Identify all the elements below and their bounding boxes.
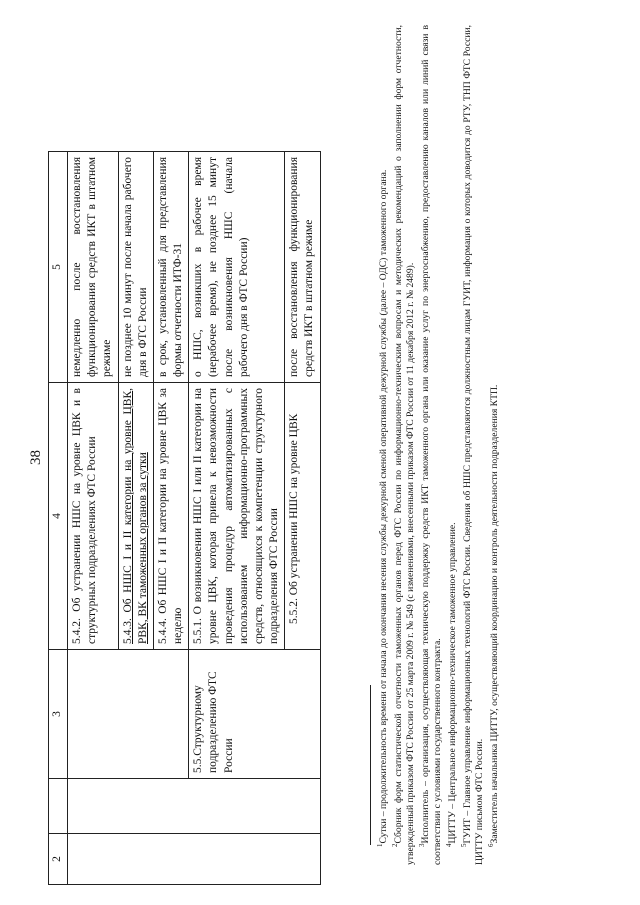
deadline-cell: о НШС, возникших в рабочее время (нерабочее время), не позднее 15 минут после возникновения НШС (начала рабочего дня в ФТС России) [189, 152, 285, 383]
footnote-separator [370, 685, 371, 845]
header-row [49, 152, 68, 885]
footnote: $^3$Исполнитель – организация, осуществляющая техническую поддержку средств ИКТ таможенного органа или оказание услуг по энергоснабжению, предоставлению каналов или линий связи в соответствии с условиями государственного контракта. [417, 25, 444, 865]
action-cell [118, 383, 153, 650]
action-cell: 5.4.4. Об НШС I и II категории на уровне ЦВК за неделю [153, 383, 188, 650]
deadline-cell: не позднее 10 минут после начала рабочего дня в ФТС России [118, 152, 153, 383]
column-3-left-cell [68, 779, 321, 834]
footnote: $^4$ЦИТТУ – Центральное информационно-техническое таможенное управление. [444, 522, 459, 847]
page-number: 38 [28, 450, 44, 465]
table-row [189, 152, 285, 885]
action-cell: 5.5.2. Об устранении НШС на уровне ЦВК [285, 383, 320, 650]
column-3-empty-cell [68, 650, 189, 779]
deadline-cell: после восстановления функционирования средств ИКТ в штатном режиме [285, 152, 320, 383]
footnote: $^5$ГУИТ – Главное управление информационных технологий ФТС России. Сведения об НШС представляются должностным лицам ГУИТ, информация о которых доводится до РТУ, ТНП ФТС России, ЦИТТУ письмом ФТС России. [459, 25, 486, 865]
recipient-cell: 5.5.Структурному подразделению ФТС России [189, 650, 320, 779]
footnotes [376, 25, 501, 865]
column-2-cell [68, 834, 321, 885]
footnote: $^6$Заместитель начальника ЦИТТУ, осуществляющий координацию и контроль деятельности подразделения КТП. [486, 384, 500, 847]
footnote: $^2$Сборник форм статистической отчетности таможенных органов перед ФТС России по информационно-техническим вопросам и методических рекомендаций о заполнении форм отчетности, утвержденный приказом ФТС России от 25 марта 2009 г. № 549 (с изменениями, внесенными приказом ФТС России от 11 декабря 2012 г. № 2489). [390, 25, 417, 865]
col-header-4: 4 [49, 383, 68, 650]
col-header-2: 2 [49, 834, 68, 885]
notification-table [48, 151, 321, 885]
footnote: $^1$Сутки – продолжительность времени от начала до окончания несения службы дежурной сменой оперативной дежурной службы (далее – ОДС) таможенного органа. [376, 169, 390, 847]
action-cell [189, 383, 285, 650]
deadline-cell: немедленно после восстановления функционирования средств ИКТ в штатном режиме [68, 152, 119, 383]
col-header-3: 3 [49, 650, 68, 779]
col-header-3-left [49, 779, 68, 834]
action-text: 5.5.1. О возникновении НШС I или II категории на уровне ЦВК, которая привела к невозможности проведения процедур автоматизированных с использованием информационно-программных средств, относящихся к компетенции структурного подразделения ФТС России [192, 388, 281, 644]
table-row [68, 152, 119, 885]
deadline-cell: в срок, установленный для представления формы отчетности ИТФ-31 [153, 152, 188, 383]
col-header-5: 5 [49, 152, 68, 383]
action-text: 5.4.3. Об НШС I и II категории на уровне ЦВК, РВК, ВК таможенных органов за сутки [121, 388, 149, 644]
action-cell: 5.4.2. Об устранении НШС на уровне ЦВК и в структурных подразделениях ФТС России [68, 383, 119, 650]
